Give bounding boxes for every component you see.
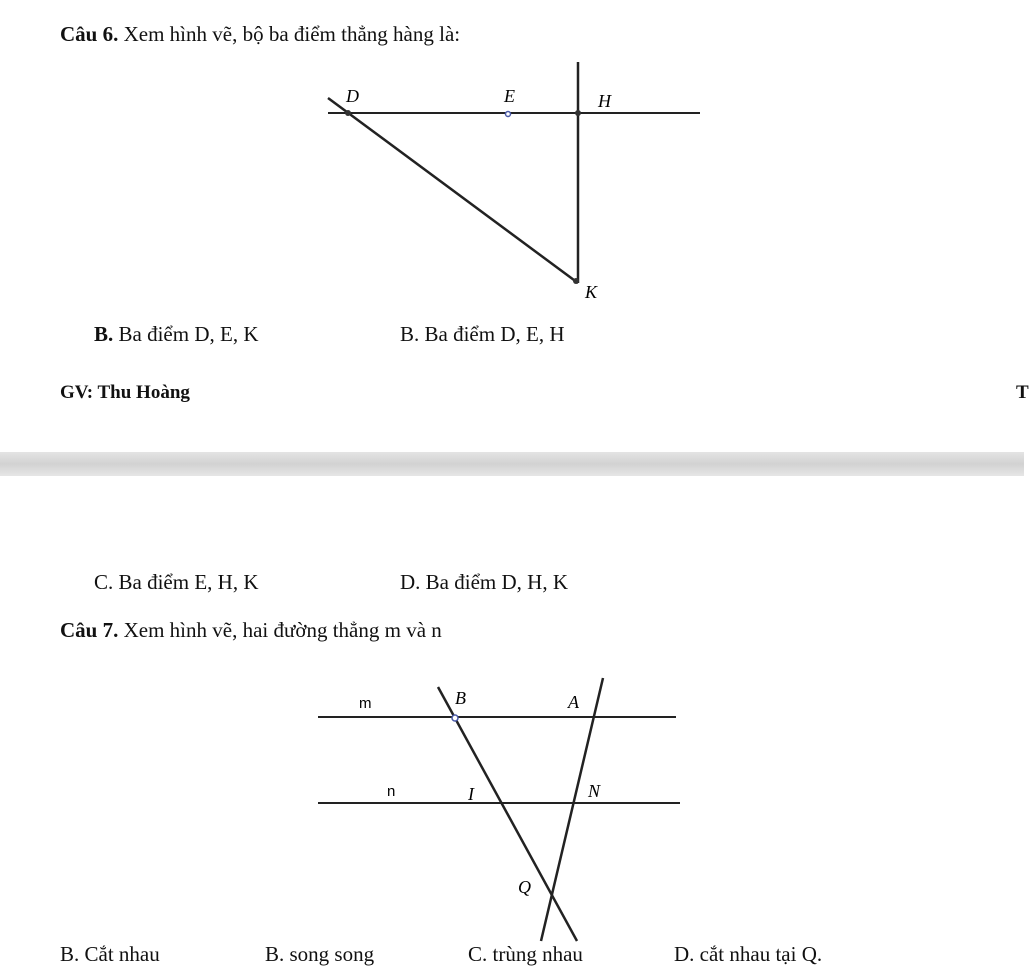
footer-cut-text: T	[1016, 382, 1029, 403]
label-n-point: N	[588, 781, 601, 801]
q6-option-a-label: B.	[94, 322, 114, 346]
q6-figure	[0, 0, 1024, 320]
point-h	[575, 110, 581, 116]
q7-heading	[60, 618, 442, 643]
label-d: D	[346, 86, 359, 106]
page-gap	[0, 452, 1024, 476]
q7-figure	[0, 660, 1024, 950]
line-dk	[328, 98, 578, 283]
label-b: B	[455, 688, 466, 708]
q7-option-a: B. Cắt nhau	[60, 942, 160, 966]
q6-option-a-text: Ba điểm D, E, K	[118, 322, 259, 346]
point-b	[452, 715, 458, 721]
label-h: H	[598, 91, 611, 111]
q7-option-b: B. song song	[265, 942, 375, 966]
q6-label: Câu 6.	[60, 22, 119, 46]
label-m: m	[359, 695, 372, 712]
q7-option-d: D. cắt nhau tại Q.	[674, 942, 823, 966]
point-e	[506, 112, 511, 117]
q6-text: Xem hình vẽ, bộ ba điểm thẳng hàng là:	[123, 22, 461, 46]
q7-option-c: C. trùng nhau	[468, 942, 583, 966]
label-i: I	[468, 784, 474, 804]
q7-label: Câu 7.	[60, 618, 119, 642]
footer-teacher: GV: Thu Hoàng	[60, 382, 190, 403]
label-q: Q	[518, 877, 531, 897]
q6-option-d: D. Ba điểm D, H, K	[400, 570, 568, 594]
label-n: n	[387, 783, 396, 800]
line-bq	[438, 687, 577, 941]
label-e: E	[504, 86, 515, 106]
q6-option-c: C. Ba điểm E, H, K	[94, 570, 259, 594]
label-k: K	[585, 282, 598, 302]
q7-text: Xem hình vẽ, hai đường thẳng m và n	[123, 618, 442, 642]
q6-option-a	[94, 322, 259, 347]
q6-option-b: B. Ba điểm D, E, H	[400, 322, 565, 346]
label-a: A	[568, 692, 579, 712]
point-d	[345, 110, 351, 116]
point-k	[573, 278, 579, 284]
